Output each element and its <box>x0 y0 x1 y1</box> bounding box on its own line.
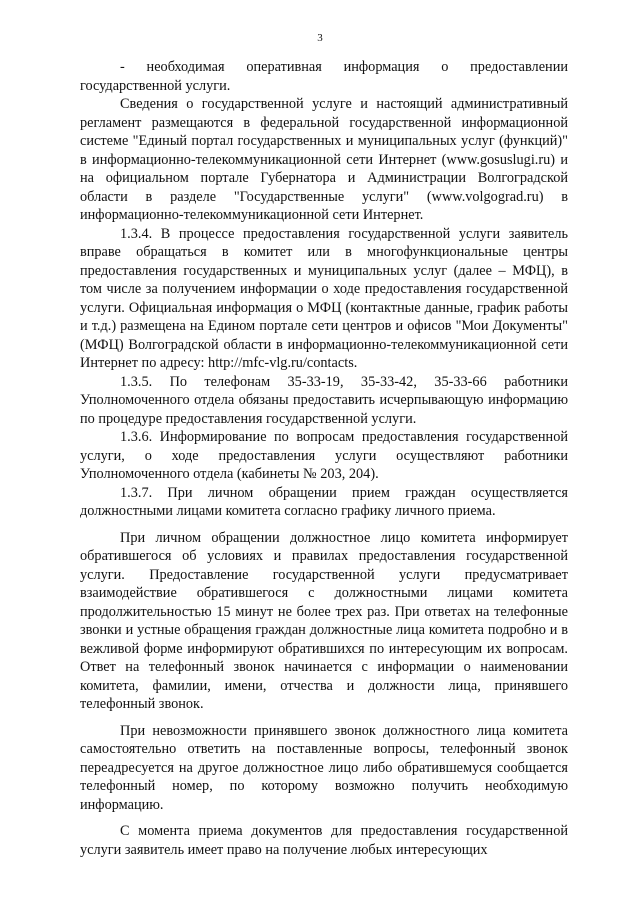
document-body <box>80 58 568 859</box>
page-number: 3 <box>317 32 323 44</box>
paragraph-info-item: - необходимая оперативная информация о предоставлении государственной услуги. <box>80 59 568 94</box>
paragraph-1-3-5: 1.3.5. По телефонам 35-33-19, 35-33-42, 35-33-66 работники Уполномоченного отдела обязаны предоставить исчерпывающую информацию по процедуре предоставления государственной услуги. <box>80 373 568 427</box>
paragraph-1-3-7: 1.3.7. При личном обращении прием граждан осуществляется должностными лицами комитета согласно графику личного приема. <box>80 484 568 519</box>
paragraph-portal-info: Сведения о государственной услуге и настоящий административный регламент размещаются в федеральной государственной информационной системе "Единый портал государственных и муниципальных услуг (функций)" в информационно-телекоммуникационной сети Интернет (www.gosuslugi.ru) и на официальном портале Губернатора и Администрации Волгоградской области в разделе "Государственные услуги" (www.volgograd.ru) в информационно-телекоммуникационной сети Интернет. <box>80 96 568 223</box>
paragraph-call-redirect: При невозможности принявшего звонок должностного лица комитета самостоятельно ответить на поставленные вопросы, телефонный звонок переадресуется на другое должностное лицо либо обратившемуся сообщается телефонный номер, по которому возможно получить необходимую информацию. <box>80 722 568 813</box>
paragraph-document-acceptance: С момента приема документов для предоставления государственной услуги заявитель имеет право на получение любых интересующих <box>80 823 568 858</box>
paragraph-1-3-4: 1.3.4. В процессе предоставления государственной услуги заявитель вправе обращаться в комитет или в многофункциональные центры предоставления государственных и муниципальных услуг (далее – МФЦ), в том числе за получением информации о ходе предоставления государственной услуги. Официальная информация о МФЦ (контактные данные, график работы и т.д.) размещена на Едином портале сети центров и офисов "Мои Документы" (МФЦ) Волгоградской области в информационно-телекоммуникационной сети Интернет по адресу: http://mfc-vlg.ru/contacts. <box>80 225 568 371</box>
paragraph-personal-appeal: При личном обращении должностное лицо комитета информирует обратившегося об условиях и правилах предоставления государственной услуги. Предоставление государственной услуги предусматривает взаимодействие обратившегося с должностными лицами комитета продолжительностью 15 минут не более трех раз. При ответах на телефонные звонки и устные обращения граждан должностные лица комитета подробно и в вежливой форме информируют обратившихся по интересующим их вопросам. Ответ на телефонный звонок начинается с информации о наименовании комитета, фамилии, имени, отчества и должности лица, принявшего телефонный звонок. <box>80 529 568 712</box>
paragraph-1-3-6: 1.3.6. Информирование по вопросам предоставления государственной услуги, о ходе предоставления услуги осуществляют работники Уполномоченного отдела (кабинеты № 203, 204). <box>80 429 568 482</box>
